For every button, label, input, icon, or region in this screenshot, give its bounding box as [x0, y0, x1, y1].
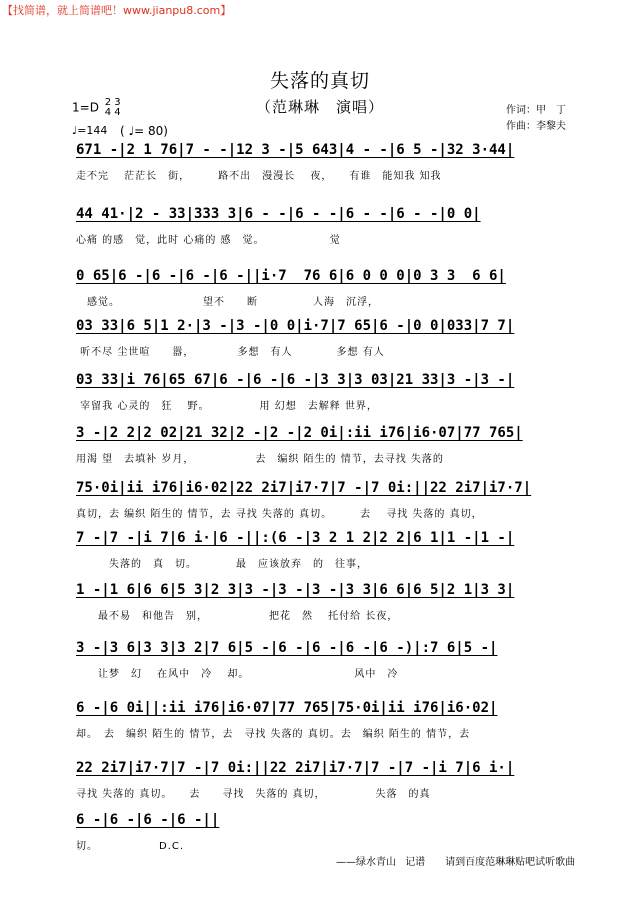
notation-row: 3 -|3 6|3 3|3 2|7 6|5 -|6 -|6 -|6 -|6 -)|:7 6|5 -| — [76, 640, 498, 656]
lyrics-row: 感觉。 望不 断 人海 沉浮， — [76, 297, 379, 308]
notation-row: 671 -|2 1 76|7 - -|12 3 -|5 643|4 - -|6 5 -|32 3·44| — [76, 142, 515, 158]
time-signature — [105, 98, 121, 118]
score-line — [76, 142, 611, 188]
score-line — [76, 700, 611, 746]
song-title: 失落的真切 — [269, 70, 370, 92]
singer-line: （范琳琳 演唱） — [255, 98, 384, 116]
lyrics-row: 失落的 真 切。 最 应该放弃 的 往事， — [76, 559, 368, 570]
key-signature — [72, 98, 121, 118]
notation-row: 6 -|6 -|6 -|6 -|| — [76, 812, 220, 828]
time-bottom: 4 4 — [104, 107, 121, 118]
score-line — [76, 206, 611, 252]
score-line — [76, 582, 611, 628]
footer-note: ——绿水青山 记谱 请到百度范琳琳贴吧试听歌曲 — [336, 857, 576, 868]
lyricist: 作词：甲 丁 — [506, 105, 566, 116]
score-line — [76, 268, 611, 314]
score-line — [76, 480, 611, 526]
lyrics-row: 走不完 茫茫长 街， 路不出 漫漫长 夜， 有谁 能知我 知我 — [76, 171, 442, 182]
site-banner: 【找简谱，就上简谱吧！www.jianpu8.com】 — [2, 4, 232, 17]
notation-row: 0 65|6 -|6 -|6 -|6 -||i·7 76 6|6 0 0 0|0 3 3 6 6| — [76, 268, 506, 284]
notation-row: 44 41·|2 - 33|333 3|6 - -|6 - -|6 - -|6 - -|0 0| — [76, 206, 481, 222]
lyrics-row: 心痛 的感 觉，此时 心痛的 感 觉。 觉 — [76, 235, 341, 246]
score-line — [76, 760, 611, 806]
notation-row: 6 -|6 0i||:ii i76|i6·07|77 765|75·0i|ii i76|i6·02| — [76, 700, 498, 716]
notation-row: 75·0i|ii i76|i6·02|22 2i7|i7·7|7 -|7 0i:||22 2i7|i7·7| — [76, 480, 532, 496]
lyrics-row: 最不易 和他告 别， 把花 然 托付给 长夜， — [76, 611, 399, 622]
lyrics-row: 却。 去 编织 陌生的 情节，去 寻找 失落的 真切。去 编织 陌生的 情节，去 — [76, 729, 471, 740]
notation-row: 03 33|i 76|65 67|6 -|6 -|6 -|3 3|3 03|21 33|3 -|3 -| — [76, 372, 515, 388]
notation-row: 03 33|6 5|1 2·|3 -|3 -|0 0|i·7|7 65|6 -|0 0|033|7 7| — [76, 318, 515, 334]
composer: 作曲：李黎夫 — [506, 121, 566, 132]
lyrics-row: 真切，去 编织 陌生的 情节，去 寻找 失落的 真切。 去 寻找 失落的 真切， — [76, 509, 483, 520]
score-line — [76, 812, 611, 858]
lyrics-row: 宰留我 心灵的 狂 野。 用 幻想 去解释 世界， — [76, 401, 378, 412]
lyrics-row: 让梦 幻 在风中 冷 却。 风中 冷 — [76, 669, 399, 680]
notation-row: 1 -|1 6|6 6|5 3|2 3|3 -|3 -|3 -|3 3|6 6|6 5|2 1|3 3| — [76, 582, 515, 598]
score-line — [76, 318, 611, 364]
score-line — [76, 640, 611, 686]
notation-row: 7 -|7 -|i 7|6 i·|6 -||:(6 -|3 2 1 2|2 2|6 1|1 -|1 -| — [76, 530, 515, 546]
lyrics-row: 切。 D.C. — [76, 841, 185, 852]
score-line — [76, 530, 611, 576]
lyrics-row: 寻找 失落的 真切。 去 寻找 失落的 真切， 失落 的真 — [76, 789, 431, 800]
lyrics-row: 用渴 望 去填补 岁月， 去 编织 陌生的 情节，去寻找 失落的 — [76, 454, 444, 465]
time-top: 2 3 — [104, 97, 121, 108]
score-line — [76, 372, 611, 418]
lyrics-row: 听不尽 尘世喧 嚣， 多想 有人 多想 有人 — [76, 347, 385, 358]
key-label: 1=D — [72, 100, 99, 115]
score-line — [76, 425, 611, 471]
credits — [506, 103, 566, 135]
tempo-mark: ♩=144 — [72, 124, 108, 137]
notation-row: 3 -|2 2|2 02|21 32|2 -|2 -|2 0i|:ii i76|i6·07|77 765| — [76, 425, 523, 441]
tempo-alt-mark: ( ♩= 80) — [120, 124, 168, 138]
notation-row: 22 2i7|i7·7|7 -|7 0i:||22 2i7|i7·7|7 -|7 -|i 7|6 i·| — [76, 760, 515, 776]
